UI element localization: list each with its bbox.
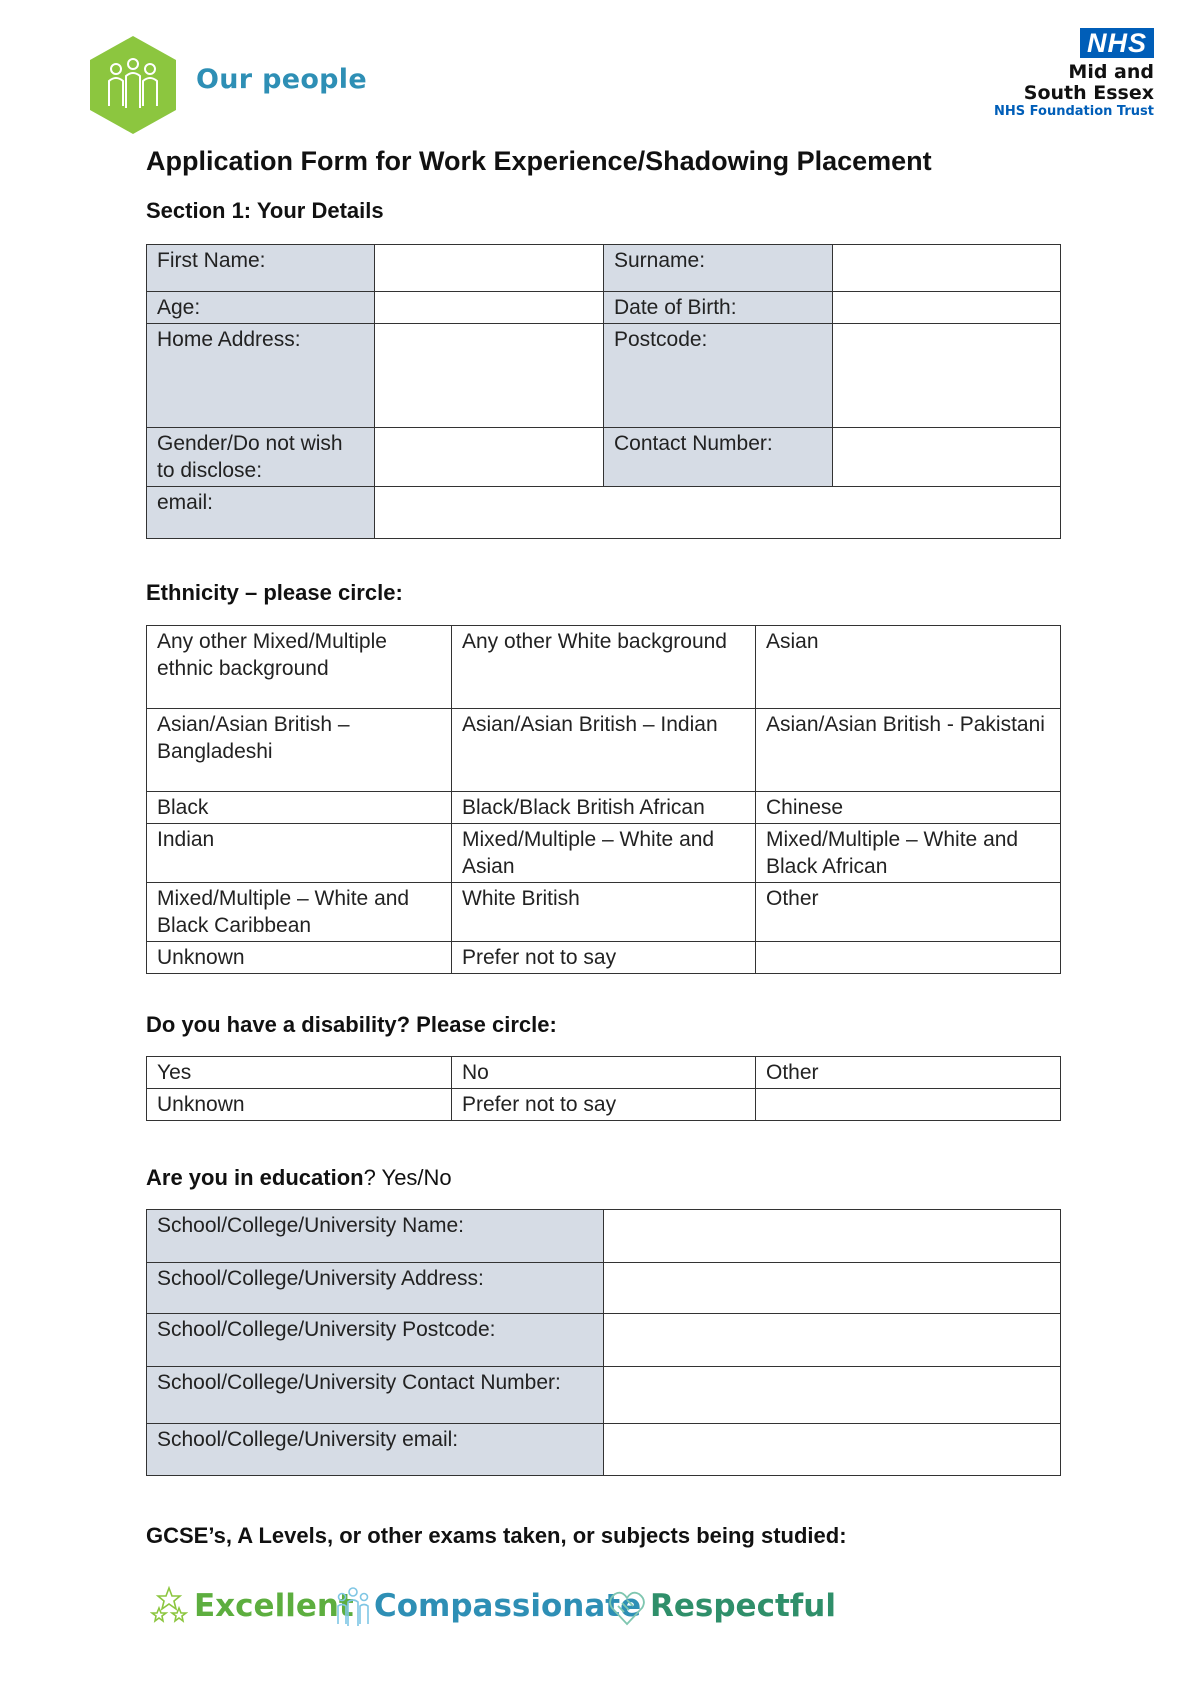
dob-label: Date of Birth: (604, 292, 833, 324)
ethnicity-option[interactable]: Asian/Asian British – Bangladeshi (147, 709, 452, 792)
stars-icon (150, 1586, 188, 1628)
ethnicity-option[interactable]: Asian (756, 626, 1061, 709)
first-name-label: First Name: (147, 245, 375, 292)
education-table (146, 1209, 1061, 1476)
nhs-logo: NHS (1080, 28, 1154, 58)
ethnicity-option[interactable]: White British (452, 883, 756, 942)
gender-label: Gender/Do not wish to disclose: (147, 428, 375, 487)
ethnicity-empty-cell (756, 942, 1061, 974)
ethnicity-option[interactable]: Mixed/Multiple – White and Black African (756, 824, 1061, 883)
school-address-label: School/College/University Address: (147, 1263, 604, 1314)
school-postcode-field[interactable] (604, 1314, 1061, 1367)
ethnicity-option[interactable]: Chinese (756, 792, 1061, 824)
postcode-label: Postcode: (604, 324, 833, 428)
school-postcode-label: School/College/University Postcode: (147, 1314, 604, 1367)
ethnicity-option[interactable]: Prefer not to say (452, 942, 756, 974)
contact-number-label: Contact Number: (604, 428, 833, 487)
ethnicity-option[interactable]: Any other White background (452, 626, 756, 709)
email-field[interactable] (375, 487, 1061, 539)
value-excellent: Excellent (194, 1588, 354, 1624)
surname-label: Surname: (604, 245, 833, 292)
education-heading (146, 1165, 452, 1191)
ethnicity-option[interactable]: Mixed/Multiple – White and Black Caribbean (147, 883, 452, 942)
home-address-label: Home Address: (147, 324, 375, 428)
details-table (146, 244, 1061, 539)
handshake-heart-icon (608, 1586, 646, 1628)
trust-name-line3: NHS Foundation Trust (994, 104, 1154, 119)
disability-option[interactable]: Prefer not to say (452, 1089, 756, 1121)
contact-number-field[interactable] (833, 428, 1061, 487)
disability-option[interactable]: No (452, 1057, 756, 1089)
disability-option[interactable]: Unknown (147, 1089, 452, 1121)
value-compassionate: Compassionate (374, 1588, 642, 1624)
ethnicity-option[interactable]: Black/Black British African (452, 792, 756, 824)
disability-table (146, 1056, 1061, 1121)
ethnicity-table (146, 625, 1061, 974)
ethnicity-option[interactable]: Black (147, 792, 452, 824)
school-contact-label: School/College/University Contact Number: (147, 1367, 604, 1424)
ethnicity-option[interactable]: Mixed/Multiple – White and Asian (452, 824, 756, 883)
school-name-label: School/College/University Name: (147, 1210, 604, 1263)
brand-title: Our people (196, 64, 367, 95)
trust-name-line1: Mid and (1068, 61, 1154, 83)
gcse-heading: GCSE’s, A Levels, or other exams taken, or subjects being studied: (146, 1523, 847, 1548)
ethnicity-option[interactable]: Indian (147, 824, 452, 883)
section1-heading: Section 1: Your Details (146, 198, 384, 223)
disability-empty-cell (756, 1089, 1061, 1121)
ethnicity-option[interactable]: Other (756, 883, 1061, 942)
gender-field[interactable] (375, 428, 604, 487)
education-question: Are you in education (146, 1165, 364, 1190)
trust-name-line2: South Essex (1023, 82, 1154, 104)
school-name-field[interactable] (604, 1210, 1061, 1263)
disability-option[interactable]: Other (756, 1057, 1061, 1089)
home-address-field[interactable] (375, 324, 604, 428)
ethnicity-option[interactable]: Asian/Asian British – Indian (452, 709, 756, 792)
email-label: email: (147, 487, 375, 539)
people-icon (334, 1586, 372, 1628)
form-title: Application Form for Work Experience/Shadowing Placement (146, 146, 932, 176)
school-address-field[interactable] (604, 1263, 1061, 1314)
ethnicity-heading: Ethnicity – please circle: (146, 580, 403, 605)
disability-option[interactable]: Yes (147, 1057, 452, 1089)
ethnicity-option[interactable]: Any other Mixed/Multiple ethnic background (147, 626, 452, 709)
first-name-field[interactable] (375, 245, 604, 292)
age-field[interactable] (375, 292, 604, 324)
ethnicity-option[interactable]: Asian/Asian British - Pakistani (756, 709, 1061, 792)
school-email-label: School/College/University email: (147, 1424, 604, 1476)
postcode-field[interactable] (833, 324, 1061, 428)
ethnicity-option[interactable]: Unknown (147, 942, 452, 974)
age-label: Age: (147, 292, 375, 324)
value-respectful: Respectful (650, 1588, 836, 1624)
school-email-field[interactable] (604, 1424, 1061, 1476)
surname-field[interactable] (833, 245, 1061, 292)
disability-heading: Do you have a disability? Please circle: (146, 1012, 557, 1037)
education-options[interactable]: ? Yes/No (363, 1165, 452, 1190)
our-people-logo-icon (90, 36, 176, 134)
dob-field[interactable] (833, 292, 1061, 324)
school-contact-field[interactable] (604, 1367, 1061, 1424)
